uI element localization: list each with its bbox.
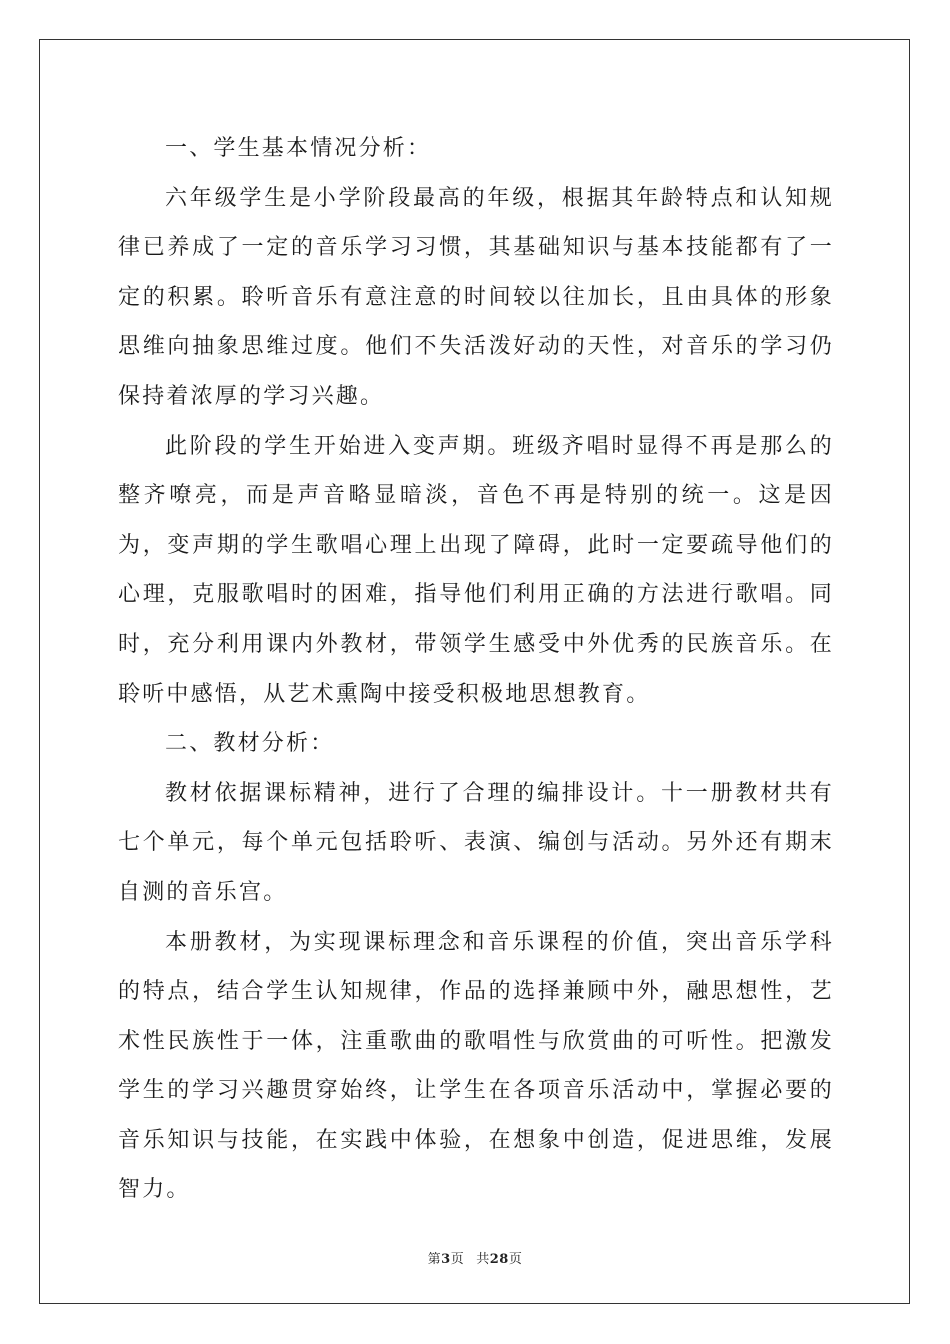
document-body — [118, 124, 834, 1215]
paragraph: 教材依据课标精神，进行了合理的编排设计。十一册教材共有七个单元，每个单元包括聆听、表演、编创与活动。另外还有期末自测的音乐宫。 — [118, 780, 834, 905]
total-prefix: 共 — [476, 1252, 490, 1267]
paragraph: 六年级学生是小学阶段最高的年级，根据其年龄特点和认知规律已养成了一定的音乐学习习惯，其基础知识与基本技能都有了一定的积累。聆听音乐有意注意的时间较以往加长，且由具体的形象思维向抽象思维过度。他们不失活泼好动的天性，对音乐的学习仍保持着浓厚的学习兴趣。 — [118, 185, 834, 409]
page-number: 3 — [441, 1252, 451, 1267]
page-footer — [0, 1248, 950, 1267]
page-prefix: 第 — [427, 1252, 442, 1267]
paragraph: 本册教材，为实现课标理念和音乐课程的价值，突出音乐学科的特点，结合学生认知规律，作品的选择兼顾中外，融思想性，艺术性民族性于一体，注重歌曲的歌唱性与欣赏曲的可听性。把激发学生的学习兴趣贯穿始终，让学生在各项音乐活动中，掌握必要的音乐知识与技能，在实践中体验，在想象中创造，促进思维，发展智力。 — [118, 929, 834, 1203]
section-heading-textbook-analysis: 二、教材分析： — [165, 731, 335, 757]
total-suffix: 页 — [508, 1252, 523, 1267]
paragraph: 此阶段的学生开始进入变声期。班级齐唱时显得不再是那么的整齐嘹亮，而是声音略显暗淡，音色不再是特别的统一。这是因为，变声期的学生歌唱心理上出现了障碍，此时一定要疏导他们的心理，克服歌唱时的困难，指导他们利用正确的方法进行歌唱。同时，充分利用课内外教材，带领学生感受中外优秀的民族音乐。在聆听中感悟，从艺术熏陶中接受积极地思想教育。 — [118, 433, 834, 707]
section-heading-student-analysis: 一、学生基本情况分析： — [165, 136, 432, 161]
page-suffix: 页 — [450, 1252, 465, 1267]
total-pages: 28 — [489, 1252, 509, 1267]
